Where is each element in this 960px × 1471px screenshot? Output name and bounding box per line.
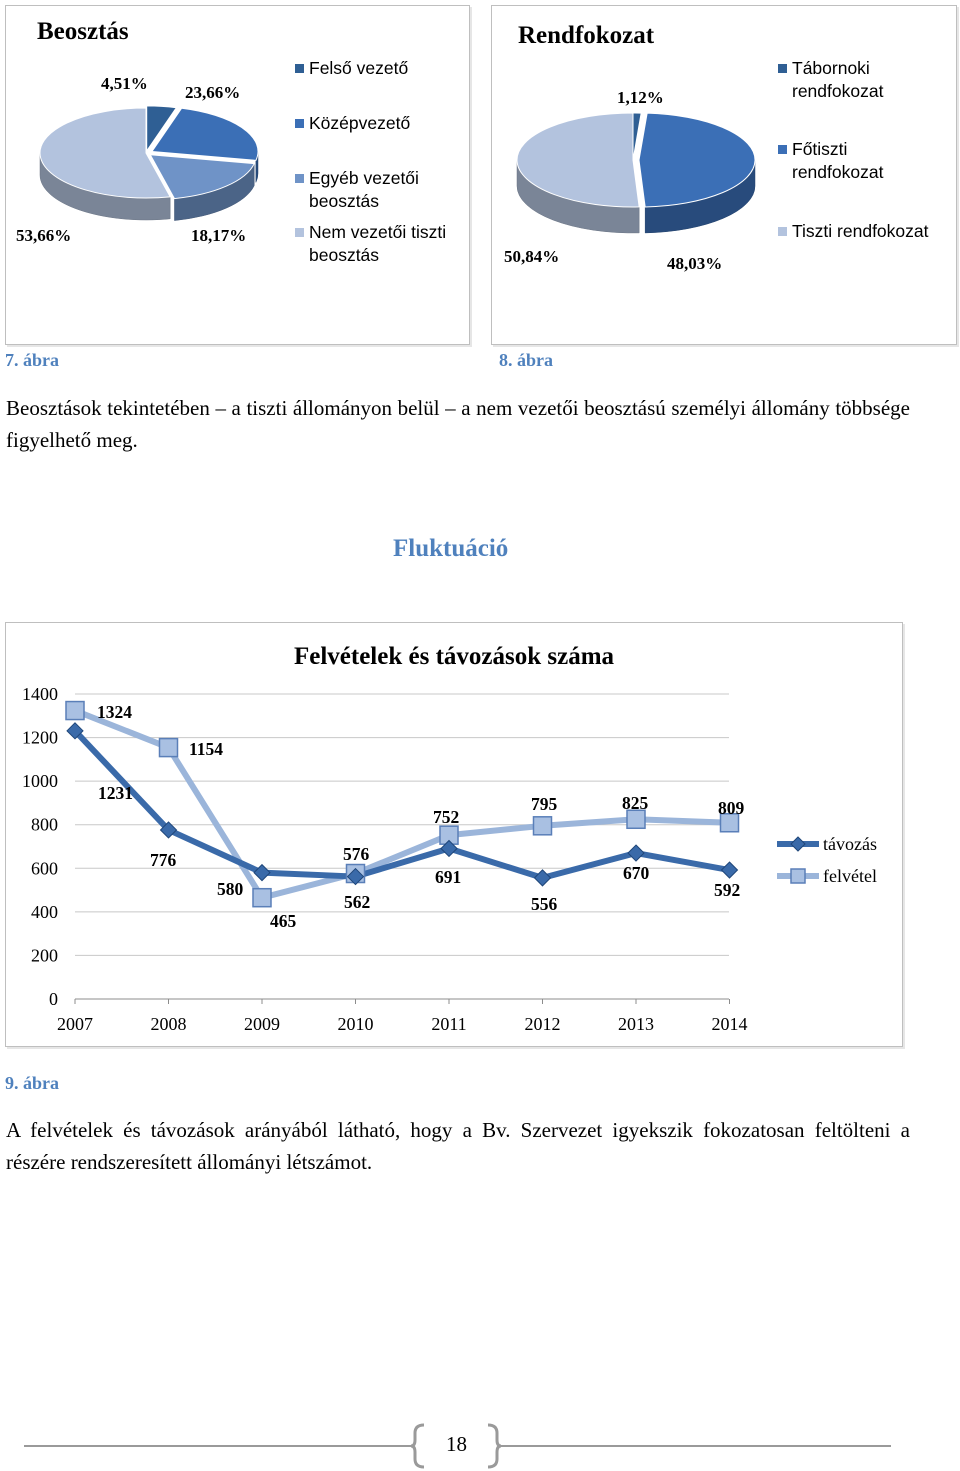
body-paragraph: A felvételek és távozások arányából látható, hogy a Bv. Szervezet igyekszik fokozatosan feltölteni a részére rendszeresített állományi létszámot.: [6, 1118, 910, 1174]
data-point-távozás: [628, 845, 644, 861]
footer-rule-right: [499, 1445, 891, 1447]
section-title: Fluktuáció: [393, 535, 509, 562]
data-label-távozás: 1231: [98, 783, 133, 803]
fig8-legend-item: [778, 57, 883, 103]
fig7-legend-item: [295, 167, 419, 213]
y-tick-label: 800: [31, 814, 58, 835]
chart-title: Felvételek és távozások száma: [293, 643, 615, 670]
slice-label-fotiszti: 48,03%: [667, 254, 723, 273]
data-label-felvétel: 1324: [97, 702, 132, 722]
pie-chart-beosztas: [5, 5, 470, 345]
data-point-távozás: [535, 870, 551, 886]
legend-label: Nem vezetői tiszti beosztás: [309, 222, 447, 265]
figure-caption: 7. ábra: [5, 350, 59, 370]
fig8-legend-item: [778, 138, 883, 184]
legend-swatch: [778, 64, 787, 73]
data-label-távozás: 776: [150, 850, 177, 870]
data-point-felvétel: [66, 702, 84, 720]
legend-label-felvétel: felvétel: [823, 866, 877, 886]
pie-graphic: [492, 6, 956, 344]
data-label-távozás: 562: [344, 892, 371, 912]
legend-label: Felső vezető: [309, 58, 409, 78]
data-label-távozás: 670: [623, 863, 650, 883]
slice-label-kozep: 23,66%: [185, 83, 241, 102]
legend-marker-felvétel: [791, 869, 805, 883]
figure-caption: 8. ábra: [499, 350, 553, 370]
x-tick-label: 2009: [244, 1014, 280, 1034]
y-tick-label: 1000: [22, 771, 58, 792]
data-label-felvétel: 752: [433, 807, 460, 827]
pie-title: Beosztás: [37, 18, 129, 45]
data-label-felvétel: 809: [718, 798, 745, 818]
figure-caption: 9. ábra: [5, 1073, 59, 1093]
slice-label-tabornoki: 1,12%: [617, 88, 664, 107]
y-tick-label: 1200: [22, 727, 58, 748]
x-tick-label: 2007: [57, 1014, 93, 1034]
fig7-legend-item: [295, 57, 408, 80]
x-tick-label: 2012: [524, 1014, 561, 1034]
slice-label-nem: 53,66%: [16, 226, 72, 245]
y-tick-label: 200: [31, 945, 58, 966]
y-tick-label: 400: [31, 901, 58, 922]
data-point-felvétel: [160, 739, 178, 757]
legend-label: Egyéb vezetői beosztás: [309, 168, 419, 211]
x-tick-label: 2011: [431, 1014, 467, 1034]
fig7-legend-item: [295, 221, 446, 267]
fig8-legend-item: [778, 220, 929, 243]
data-point-felvétel: [253, 889, 271, 907]
slice-label-felso: 4,51%: [101, 74, 148, 93]
data-label-felvétel: 465: [270, 911, 297, 931]
legend-swatch: [295, 64, 304, 73]
legend-swatch: [778, 227, 787, 236]
legend-swatch: [295, 228, 304, 237]
data-label-távozás: 691: [435, 867, 462, 887]
legend-marker-távozás: [791, 837, 805, 851]
y-tick-label: 0: [49, 989, 58, 1009]
data-label-felvétel: 1154: [189, 739, 224, 759]
line-chart-svg: [6, 623, 902, 1046]
y-tick-label: 1400: [22, 684, 58, 704]
page-number: 18: [446, 1432, 467, 1456]
legend-label: Főtiszti rendfokozat: [792, 139, 884, 182]
line-chart: [5, 622, 903, 1047]
legend-swatch: [778, 145, 787, 154]
legend-label: Tiszti rendfokozat: [792, 221, 929, 241]
slice-label-tiszti: 50,84%: [504, 247, 560, 266]
data-label-távozás: 592: [714, 880, 741, 900]
pie-title: Rendfokozat: [518, 22, 655, 49]
pie-chart-rendfokozat: [491, 5, 957, 345]
y-tick-label: 600: [31, 858, 58, 879]
x-tick-label: 2008: [150, 1014, 187, 1034]
footer-rule-left: [24, 1445, 414, 1447]
legend-swatch: [295, 174, 304, 183]
data-label-felvétel: 576: [343, 844, 370, 864]
x-tick-label: 2014: [711, 1014, 748, 1034]
data-point-távozás: [722, 862, 738, 878]
data-label-felvétel: 825: [622, 793, 649, 813]
data-label-felvétel: 795: [531, 794, 558, 814]
data-label-távozás: 580: [217, 879, 244, 899]
body-paragraph: Beosztások tekintetében – a tiszti állományon belül – a nem vezetői beosztású személyi állomány többsége figyelhető meg.: [6, 396, 910, 452]
data-point-felvétel: [534, 817, 552, 835]
legend-label-távozás: távozás: [823, 834, 877, 854]
legend-label: Középvezető: [309, 113, 411, 133]
x-tick-label: 2013: [618, 1014, 654, 1034]
slice-label-egyeb: 18,17%: [191, 226, 247, 245]
legend-label: Tábornoki rendfokozat: [792, 58, 884, 101]
fig7-legend-item: [295, 112, 410, 135]
data-label-távozás: 556: [531, 894, 558, 914]
x-tick-label: 2010: [337, 1014, 374, 1034]
legend-swatch: [295, 119, 304, 128]
